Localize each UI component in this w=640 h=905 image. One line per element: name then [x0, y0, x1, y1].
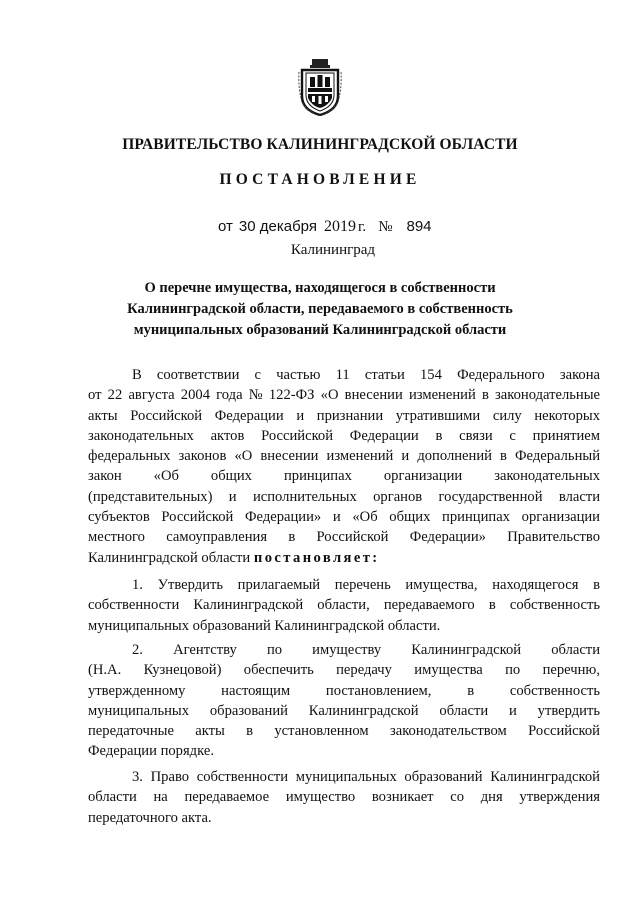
year-suffix: г.: [357, 219, 367, 235]
text-line: передаточного акта.: [88, 809, 212, 826]
document-date: 30 декабря: [238, 218, 317, 235]
coat-of-arms-emblem: [298, 58, 342, 116]
text-line: федеральных законов «О внесении изменений и дополнений в Федеральный: [88, 448, 600, 465]
number-sign: №: [378, 219, 393, 235]
last-line-prefix: Калининградской области: [88, 549, 251, 566]
date-prefix: от: [218, 218, 233, 235]
text-line: 2. Агентству по имуществу Калининградской области: [132, 642, 600, 658]
document-subject: [0, 278, 640, 341]
text-line: собственности Калининградской области, передаваемого в собственность: [88, 597, 600, 614]
government-name: ПРАВИТЕЛЬСТВО КАЛИНИНГРАДСКОЙ ОБЛАСТИ: [122, 136, 518, 153]
text-line: утвержденному настоящим постановлением, в собственность: [88, 682, 600, 699]
text-line: субъектов Российской Федерации» и «Об общих принципах организации: [88, 509, 600, 526]
text-line: от 22 августа 2004 года № 122-ФЗ «О внесении изменений в законодательные: [88, 387, 601, 404]
text-line: 1. Утвердить прилагаемый перечень имущества, находящегося в: [132, 577, 600, 593]
date-line: [218, 218, 432, 236]
item-1-paragraph: [88, 575, 600, 636]
text-line: муниципальных образований Калининградской области.: [88, 617, 441, 634]
subject-line: Калининградской области, передаваемого в собственность: [127, 301, 513, 317]
item-3-paragraph: [88, 767, 600, 828]
text-line: области на передаваемое имущество возникает со дня утверждения: [88, 789, 600, 806]
resolves-word: постановляет:: [253, 549, 380, 566]
text-line: передаточные акты в установленном законодательством Российской: [88, 723, 600, 740]
preamble-paragraph: [88, 365, 600, 568]
city: Калининград: [290, 242, 376, 258]
document-number: 894: [406, 218, 432, 235]
text-line: (Н.А. Кузнецовой) обеспечить передачу имущества по перечню,: [88, 662, 600, 679]
text-line: Федерации порядке.: [88, 743, 214, 760]
text-line: законодательных актов Российской Федерации в связи с принятием: [88, 427, 601, 444]
text-line: акты Российской Федерации и признании утратившими силу некоторых: [88, 407, 600, 424]
subject-line: муниципальных образований Калининградской области: [133, 322, 507, 338]
text-line: местного самоуправления в Российской Федерации» Правительство: [88, 529, 601, 546]
text-line: (представительных) и исполнительных органов государственной власти: [88, 488, 601, 505]
item-2-paragraph: [88, 640, 600, 762]
text-line: 3. Право собственности муниципальных образований Калининградской: [132, 769, 600, 785]
text-line: [88, 548, 600, 568]
text-line: закон «Об общих принципах организации законодательных: [88, 468, 601, 485]
text-line: В соответствии с частью 11 статьи 154 Федерального закона: [132, 367, 601, 383]
text-line: муниципальных образований Калининградской области и утвердить: [88, 702, 600, 719]
subject-line: О перечне имущества, находящегося в собственности: [144, 280, 496, 296]
document-type: ПОСТАНОВЛЕНИЕ: [219, 171, 421, 188]
document-year: 2019: [323, 218, 356, 235]
